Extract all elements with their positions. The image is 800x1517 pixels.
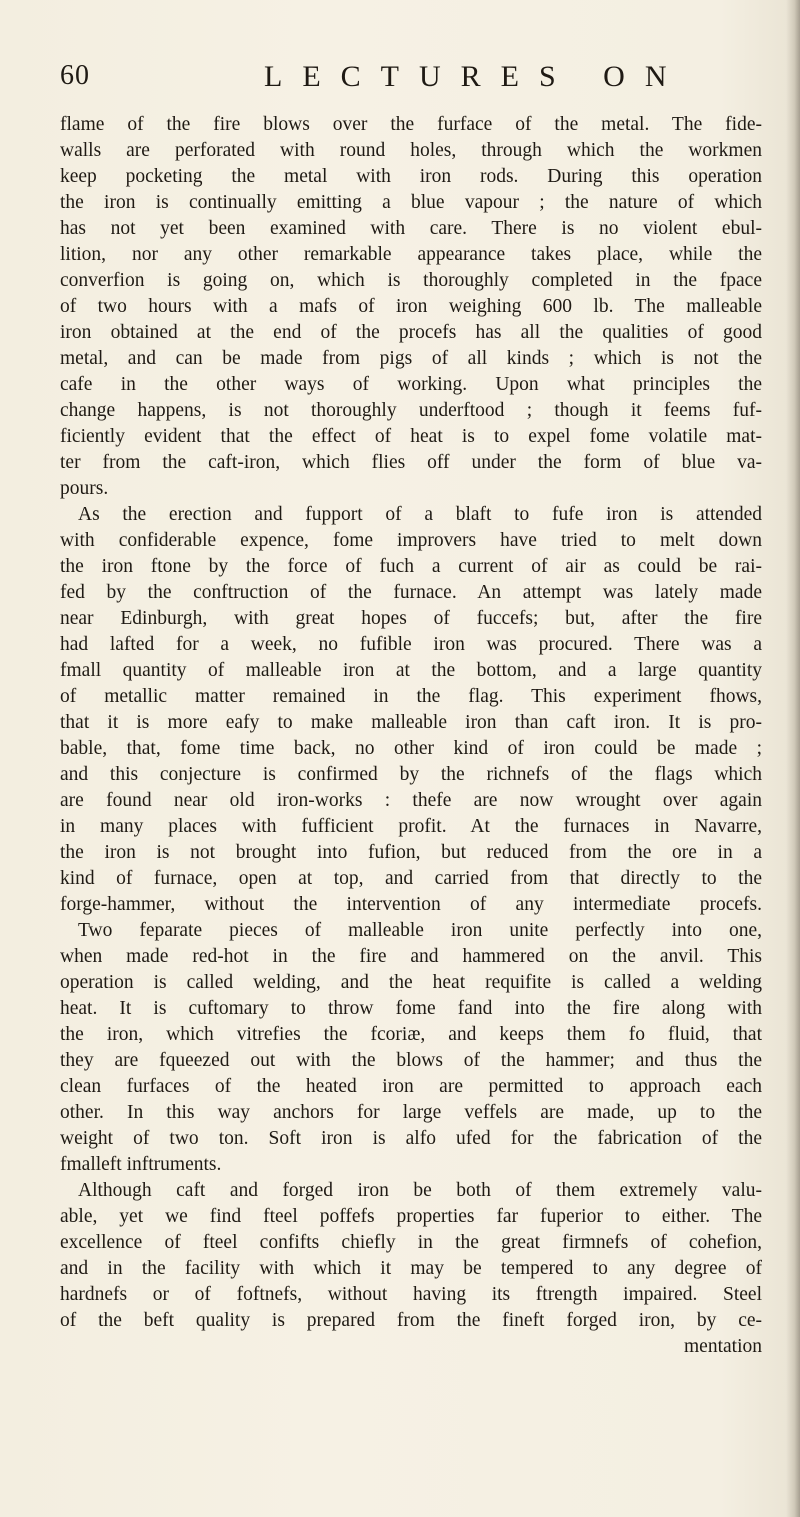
text-line: iron obtained at the end of the procefs has all the qualities of good xyxy=(60,322,762,343)
text-line: are found near old iron-works : thefe are now wrought over again xyxy=(60,790,762,811)
text-line: the iron is not brought into fufion, but reduced from the ore in a xyxy=(60,842,762,863)
text-line: kind of furnace, open at top, and carried from that directly to the xyxy=(60,868,762,889)
text-line: ter from the caft-iron, which flies off under the form of blue va- xyxy=(60,452,762,473)
text-line: that it is more eafy to make malleable iron than caft iron. It is pro- xyxy=(60,712,762,733)
text-line: of two hours with a mafs of iron weighing 600 lb. The malleable xyxy=(60,296,762,317)
text-line: walls are perforated with round holes, through which the workmen xyxy=(60,140,762,161)
text-line: with confiderable expence, fome improvers have tried to melt down xyxy=(60,530,762,551)
text-line: able, yet we find fteel poffefs properties far fuperior to either. The xyxy=(60,1206,762,1227)
text-line: in many places with fufficient profit. At the furnaces in Navarre, xyxy=(60,816,762,837)
text-line: of metallic matter remained in the flag. This experiment fhows, xyxy=(60,686,762,707)
text-line: they are fqueezed out with the blows of the hammer; and thus the xyxy=(60,1050,762,1071)
text-line: flame of the fire blows over the furface of the metal. The fide- xyxy=(60,114,762,135)
text-line: and in the facility with which it may be tempered to any degree of xyxy=(60,1258,762,1279)
text-line: when made red-hot in the fire and hammered on the anvil. This xyxy=(60,946,762,967)
text-line: Two feparate pieces of malleable iron unite perfectly into one, xyxy=(78,920,762,941)
text-line: the iron, which vitrefies the fcoriæ, and keeps them fo fluid, that xyxy=(60,1024,762,1045)
text-line: keep pocketing the metal with iron rods. During this operation xyxy=(60,166,762,187)
text-line: clean furfaces of the heated iron are permitted to approach each xyxy=(60,1076,762,1097)
text-line: weight of two ton. Soft iron is alfo ufed for the fabrication of the xyxy=(60,1128,762,1149)
text-line: and this conjecture is confirmed by the richnefs of the flags which xyxy=(60,764,762,785)
running-head: LECTURES ON xyxy=(264,60,687,93)
text-line: operation is called welding, and the heat requifite is called a welding xyxy=(60,972,762,993)
text-line: fed by the conftruction of the furnace. An attempt was lately made xyxy=(60,582,762,603)
text-line: the iron ftone by the force of fuch a current of air as could be rai- xyxy=(60,556,762,577)
text-line: bable, that, fome time back, no other kind of iron could be made ; xyxy=(60,738,762,759)
text-line: near Edinburgh, with great hopes of fuccefs; but, after the fire xyxy=(60,608,762,629)
text-line: lition, nor any other remarkable appearance takes place, while the xyxy=(60,244,762,265)
text-line: converfion is going on, which is thoroughly completed in the fpace xyxy=(60,270,762,291)
text-line: pours. xyxy=(60,478,109,499)
text-line: change happens, is not thoroughly underftood ; though it feems fuf- xyxy=(60,400,762,421)
page-number: 60 xyxy=(60,60,90,91)
text-line: fmall quantity of malleable iron at the bottom, and a large quantity xyxy=(60,660,762,681)
text-line: had lafted for a week, no fufible iron was procured. There was a xyxy=(60,634,762,655)
text-line: mentation xyxy=(684,1336,762,1357)
text-line: other. In this way anchors for large veffels are made, up to the xyxy=(60,1102,762,1123)
page-header xyxy=(60,60,760,100)
text-line: metal, and can be made from pigs of all kinds ; which is not the xyxy=(60,348,762,369)
text-line: of the beft quality is prepared from the fineft forged iron, by ce- xyxy=(60,1310,762,1331)
text-line: fmalleft inftruments. xyxy=(60,1154,222,1175)
text-line: As the erection and fupport of a blaft to fufe iron is attended xyxy=(78,504,762,525)
page-edge-shadow xyxy=(786,0,800,1517)
text-line: ficiently evident that the effect of heat is to expel fome volatile mat- xyxy=(60,426,762,447)
text-line: forge-hammer, without the intervention of any intermediate procefs. xyxy=(60,894,762,915)
text-line: hardnefs or of foftnefs, without having its ftrength impaired. Steel xyxy=(60,1284,762,1305)
body-text xyxy=(60,112,762,1482)
text-line: cafe in the other ways of working. Upon what principles the xyxy=(60,374,762,395)
text-line: excellence of fteel confifts chiefly in the great firmnefs of cohefion, xyxy=(60,1232,762,1253)
text-line: has not yet been examined with care. There is no violent ebul- xyxy=(60,218,762,239)
text-line: Although caft and forged iron be both of them extremely valu- xyxy=(78,1180,762,1201)
text-line: the iron is continually emitting a blue vapour ; the nature of which xyxy=(60,192,762,213)
text-line: heat. It is cuftomary to throw fome fand into the fire along with xyxy=(60,998,762,1019)
